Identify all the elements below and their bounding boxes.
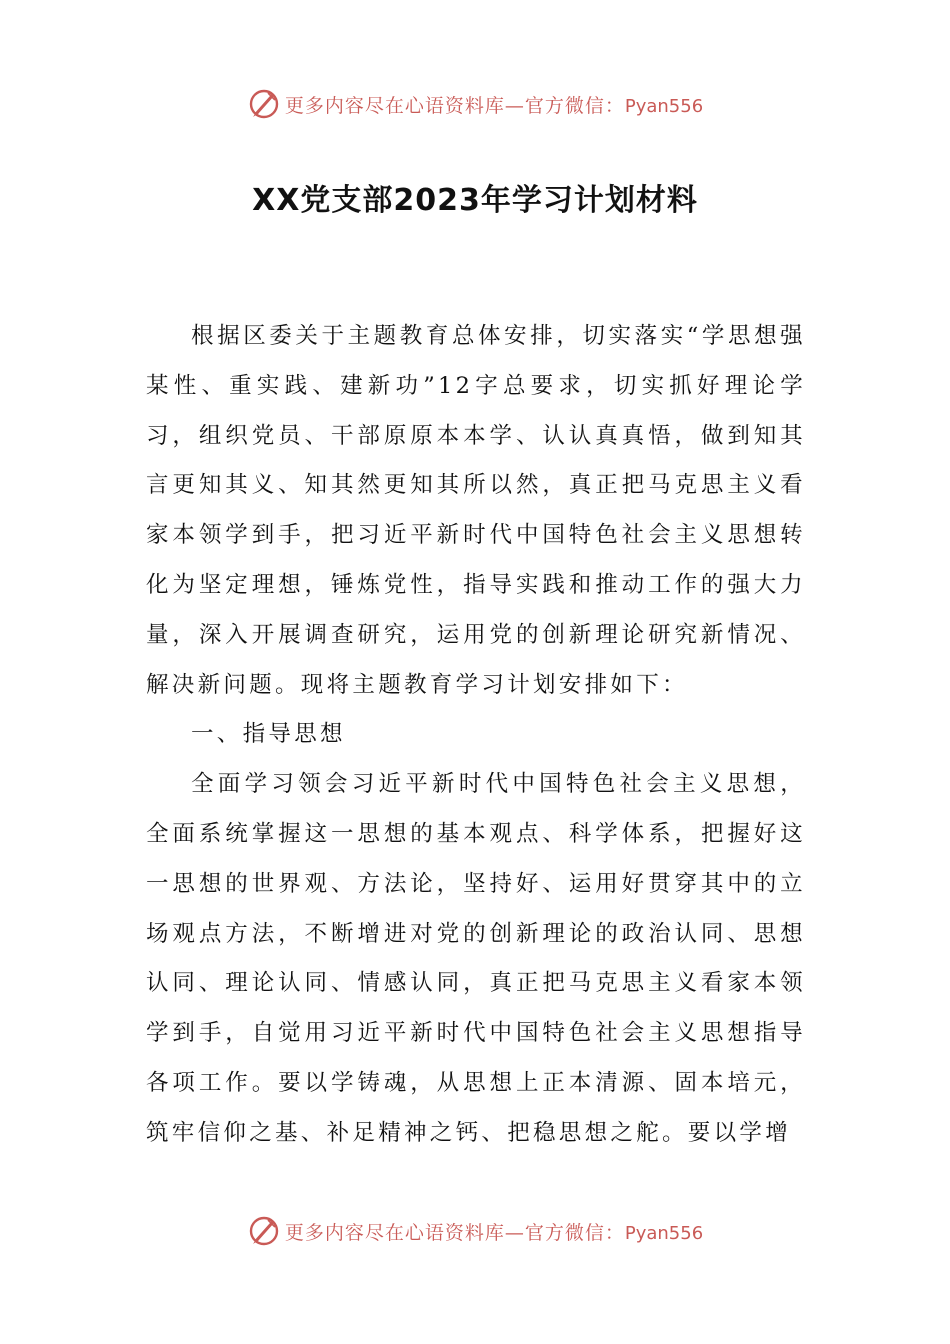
intro-paragraph: 根据区委关于主题教育总体安排，切实落实“学思想强某性、重实践、建新功”12字总要求，切实抓好理论学习，组织党员、干部原原本本学、认认真真悟，做到知其言更知其义、知其然更知其所以然，真正把马克思主义看家本领学到手，把习近平新时代中国特色社会主义思想转化为坚定理想，锤炼党性，指导实践和推动工作的强大力量，深入开展调查研究，运用党的创新理论研究新情况、解决新问题。现将主题教育学习计划安排如下： [146, 323, 806, 698]
watermark-text: 更多内容尽在心语资料库—官方微信：Pyan556 [284, 1221, 704, 1244]
body-paragraph: 全面学习领会习近平新时代中国特色社会主义思想，全面系统掌握这一思想的基本观点、科学体系，把握好这一思想的世界观、方法论，坚持好、运用好贯穿其中的立场观点方法，不断增进对党的创新理论的政治认同、思想认同、理论认同、情感认同，真正把马克思主义看家本领学到手，自觉用习近平新时代中国特色社会主义思想指导各项工作。要以学铸魂，从思想上正本清源、固本培元，筑牢信仰之基、补足精神之钙、把稳思想之舵。要以学增 [146, 771, 806, 1146]
footer-watermark [0, 1211, 950, 1251]
document-body [146, 312, 806, 1159]
header-watermark [0, 84, 950, 124]
pen-logo-icon [247, 1214, 281, 1248]
pen-logo-icon [247, 87, 281, 121]
section-heading: 一、指导思想 [191, 721, 346, 748]
document-title: XX党支部2023年学习计划材料 [252, 183, 698, 218]
watermark-text: 更多内容尽在心语资料库—官方微信：Pyan556 [284, 94, 704, 117]
